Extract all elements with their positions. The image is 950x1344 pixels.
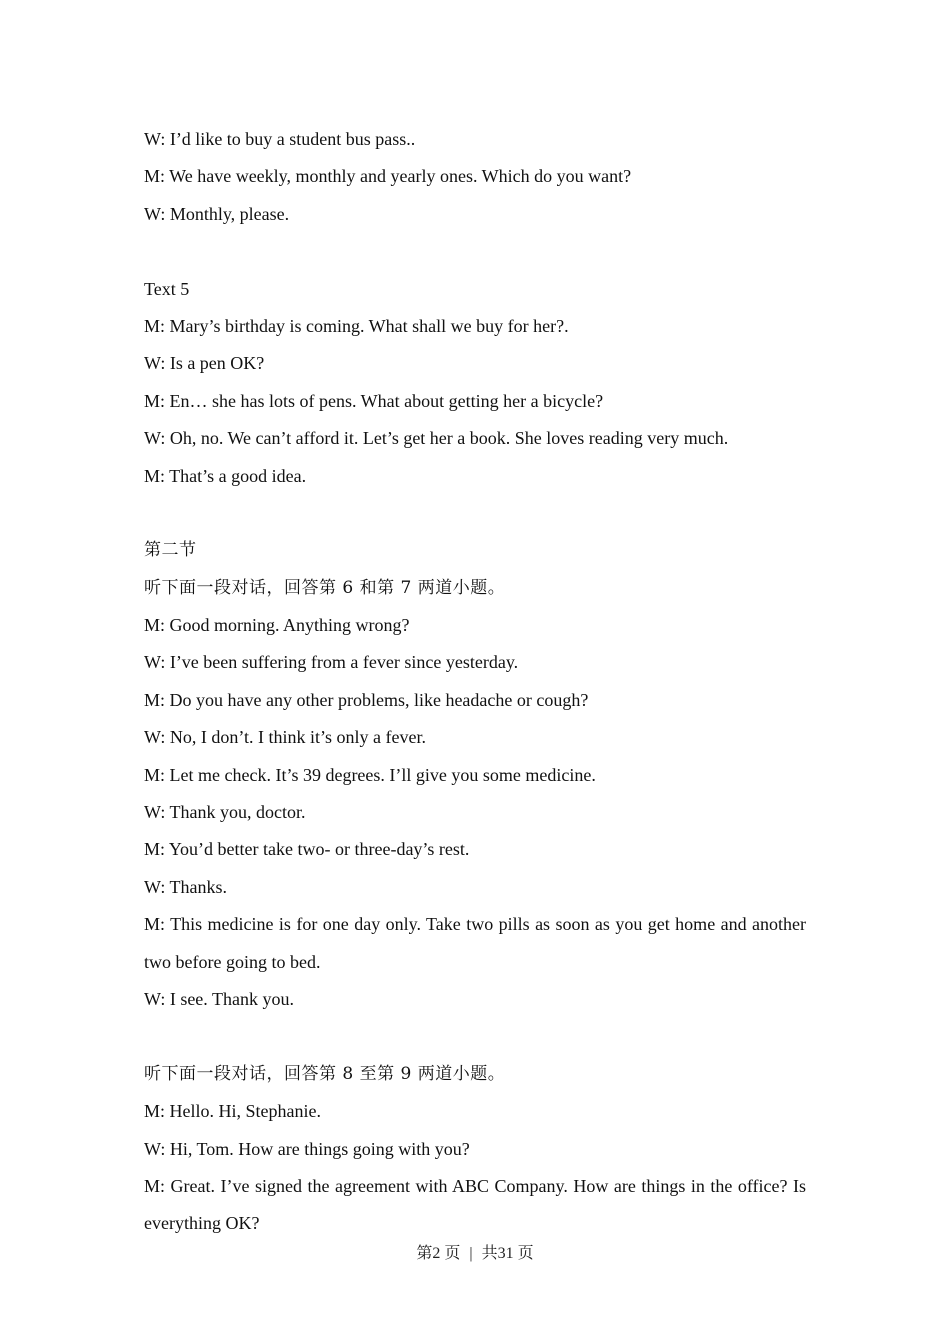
current-page-label: 第2 页 xyxy=(416,1245,461,1262)
dialogue-line: W: Monthly, please. xyxy=(144,203,290,224)
total-pages-label: 共31 页 xyxy=(481,1245,534,1262)
document-page xyxy=(144,121,806,1243)
dialogue-line: M: En… she has lots of pens. What about getting her a bicycle? xyxy=(144,390,604,411)
dialogue-line: W: I’d like to buy a student bus pass.. xyxy=(144,129,416,149)
dialogue-line: M: Hello. Hi, Stephanie. xyxy=(144,1101,321,1122)
dialogue-line: W: I see. Thank you. xyxy=(144,989,294,1010)
dialogue-line: W: Oh, no. We can’t afford it. Let’s get her a book. She loves reading very much. xyxy=(144,428,729,449)
section-heading-text5: Text 5 xyxy=(144,278,190,299)
dialogue-line: M: Let me check. It’s 39 degrees. I’ll give you some medicine. xyxy=(144,764,596,785)
paragraph-gap xyxy=(144,1018,806,1055)
instruction-q8-9: 听下面一段对话，回答第 8 至第 9 两道小题。 xyxy=(144,1063,506,1084)
dialogue-line: M: Do you have any other problems, like headache or cough? xyxy=(144,689,589,710)
dialogue-line: W: Thanks. xyxy=(144,876,227,897)
section-heading-part2: 第二节 xyxy=(144,540,197,561)
page-footer xyxy=(0,1243,950,1265)
dialogue-line: W: Is a pen OK? xyxy=(144,353,265,374)
dialogue-line: M: We have weekly, monthly and yearly ones. Which do you want? xyxy=(144,166,632,187)
dialogue-line: M: You’d better take two- or three-day’s rest. xyxy=(144,839,470,860)
instruction-q6-7: 听下面一段对话，回答第 6 和第 7 两道小题。 xyxy=(144,577,506,598)
dialogue-line: W: Hi, Tom. How are things going with you? xyxy=(144,1138,470,1159)
dialogue-line: M: Great. I’ve signed the agreement with ABC Company. How are things in the office? Is everything OK? xyxy=(144,1175,806,1234)
dialogue-line: M: This medicine is for one day only. Take two pills as soon as you get home and another two before going to bed. xyxy=(144,914,806,972)
dialogue-line: W: No, I don’t. I think it’s only a fever. xyxy=(144,727,426,748)
dialogue-line: W: I’ve been suffering from a fever since yesterday. xyxy=(144,652,519,673)
footer-separator: | xyxy=(469,1245,473,1262)
paragraph-gap xyxy=(144,233,806,270)
dialogue-line: M: That’s a good idea. xyxy=(144,465,307,486)
paragraph-gap xyxy=(144,495,806,532)
dialogue-line: M: Mary’s birthday is coming. What shall we buy for her?. xyxy=(144,315,569,336)
dialogue-line: W: Thank you, doctor. xyxy=(144,802,306,823)
dialogue-line: M: Good morning. Anything wrong? xyxy=(144,615,410,636)
